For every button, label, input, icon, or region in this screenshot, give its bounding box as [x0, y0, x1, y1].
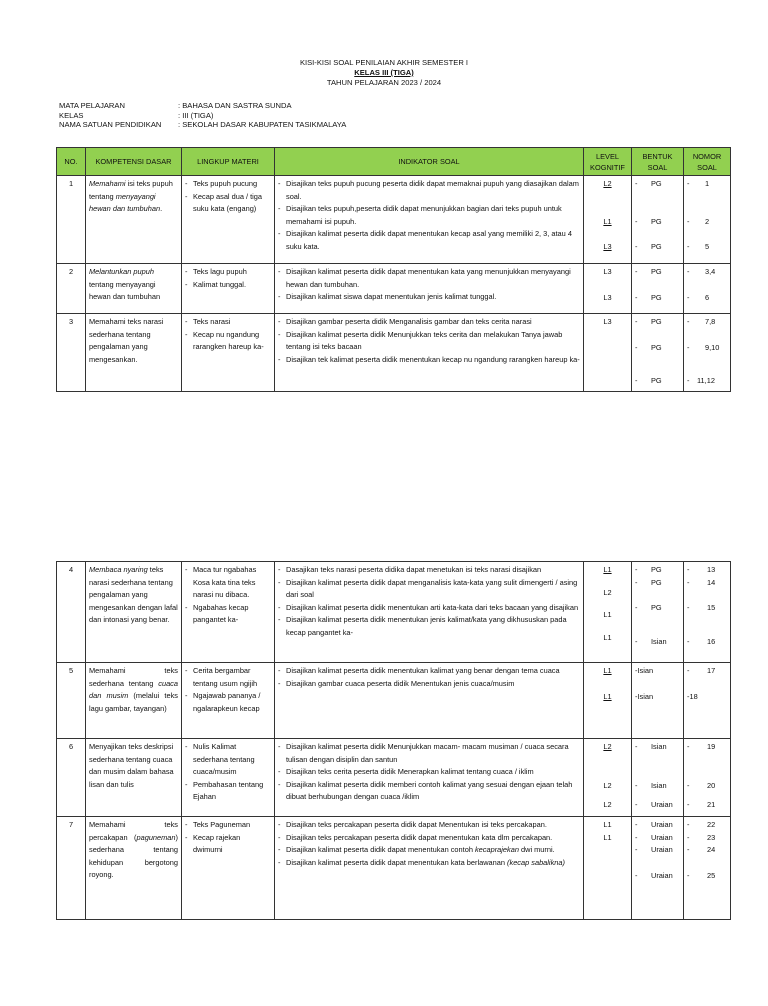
nomor-soal: - 3,4 - 6	[684, 264, 731, 314]
bentuk-line-2: SOAL	[647, 162, 668, 172]
nomor-value: 1	[705, 179, 710, 188]
list-item: - Ngabahas kecap pangantet ka-	[185, 602, 271, 627]
meta-value: : III (TIGA)	[178, 110, 214, 120]
nomor-value: 6	[705, 292, 710, 302]
bentuk-value: PG	[651, 179, 662, 188]
bentuk-soal: - PG - PG - PG	[632, 314, 684, 392]
lingkup-materi	[182, 176, 275, 264]
row-number: 6	[57, 739, 86, 817]
nomor-value: 22	[707, 820, 716, 829]
row-number: 2	[57, 264, 86, 314]
indikator-soal	[275, 817, 584, 920]
level-value: L1	[603, 691, 612, 701]
bentuk-value: -Isian	[635, 691, 654, 701]
list-item: - Disajikan kalimat peserta didik dapat menentukan kecap asal yang memiliki 2, 3, atau 4 suku kata.	[278, 228, 580, 253]
level-value: L3	[603, 267, 612, 276]
lingkup-materi	[182, 314, 275, 392]
list-item: - Kalimat tunggal.	[185, 279, 271, 292]
list-item: - Disajikan kalimat peserta didik Menunjukkan macam- macam musiman / cuaca secara tulisan dengan disiplin dan santun	[278, 741, 580, 766]
list-item: - Teks lagu pupuh	[185, 266, 271, 279]
table-header-row	[57, 148, 731, 176]
list-item: - Disajikan kalimat peserta didik menentukan jenis kalimat/kata yang dikhususkan pada kecap pangantet ka-	[278, 614, 580, 639]
level-value: L1	[603, 832, 612, 842]
nomor-value: 19	[707, 742, 716, 751]
lingkup-materi	[182, 562, 275, 663]
bentuk-value: Isian	[651, 780, 667, 790]
kd-text: teks narasi sederhana tentang pengalaman yang mengesankan dengan lafal dan intonasi yang benar.	[89, 565, 178, 625]
row-number: 5	[57, 663, 86, 739]
nomor-soal: - 19 - 20 - 21	[684, 739, 731, 817]
list-item: - Nulis Kalimat sederhana tentang cuaca/musim	[185, 741, 271, 779]
col-header-bentuk	[632, 148, 684, 176]
indikator-soal	[275, 663, 584, 739]
kompetensi-dasar	[86, 176, 182, 264]
level-value: L3	[603, 317, 612, 326]
bentuk-value: PG	[651, 292, 662, 302]
nomor-value: -18	[687, 691, 698, 701]
kd-text: .	[160, 204, 163, 214]
bentuk-value: Uraian	[651, 800, 673, 810]
level-value: L2	[603, 780, 612, 790]
nomor-value: 21	[707, 800, 716, 810]
list-item: - Teks pupuh pucung	[185, 178, 271, 191]
nomor-value: 16	[707, 636, 716, 646]
title-line-3: TAHUN PELAJARAN 2023 / 2024	[326, 78, 442, 87]
meta-row-school	[59, 120, 346, 130]
list-item: - Kecap asal dua / tiga suku kata (engang)	[185, 191, 271, 216]
ind-text: Disajikan kalimat peserta didik dapat menentukan contoh	[286, 845, 475, 855]
list-item: - Kecap rajekan dwimurni	[185, 832, 271, 857]
kd-text: Memahami teks sederhana tentang	[89, 666, 178, 688]
ind-italic: kecaprajekan	[474, 845, 519, 855]
list-item	[278, 844, 580, 857]
bentuk-value: Uraian	[651, 870, 673, 880]
title-line-1: KISI-KISI SOAL PENILAIAN AKHIR SEMESTER I	[299, 58, 469, 67]
document-meta	[59, 101, 346, 130]
bentuk-value: PG	[651, 603, 662, 613]
bentuk-value: PG	[651, 216, 662, 226]
list-item: - Disajikan kalimat peserta didik dapat menentukan kata yang menunjukkan menyayangi hewan dan tumbuhan.	[278, 266, 580, 291]
level-kognitif	[584, 562, 632, 663]
ind-text: dwi murni.	[518, 845, 555, 855]
list-item: - Disajikan kalimat peserta didik dapat menganalisis kata-kata yang sulit dimengerti / asing dari soal	[278, 577, 580, 602]
level-value: L1	[603, 632, 612, 642]
level-value: L2	[603, 800, 612, 810]
row-number: 7	[57, 817, 86, 920]
nomor-value: 23	[707, 832, 716, 842]
indikator-soal	[275, 562, 584, 663]
level-value: L2	[603, 179, 612, 188]
row-number: 3	[57, 314, 86, 392]
nomor-soal: - 7,8 - 9,10 - 11,12	[684, 314, 731, 392]
kd-italic: Melantunkan pupuh	[89, 267, 154, 276]
indikator-soal	[275, 739, 584, 817]
kompetensi-dasar	[86, 663, 182, 739]
meta-value: : BAHASA DAN SASTRA SUNDA	[178, 101, 292, 110]
level-line-1: LEVEL	[595, 151, 619, 161]
nomor-value: 2	[705, 216, 710, 226]
level-value: L1	[603, 666, 612, 675]
table-row	[57, 562, 731, 663]
meta-row-class	[59, 111, 346, 121]
list-item: - Disajikan teks pupuh,peserta didik dapat menunjukkan bagian dari teks pupuh untuk memahami isi pupuh.	[278, 203, 580, 228]
nomor-soal: - 22 - 23 - 24 - 25	[684, 817, 731, 920]
bentuk-value: Uraian	[651, 820, 673, 829]
level-kognitif	[584, 176, 632, 264]
level-value: L1	[603, 610, 612, 620]
level-kognitif	[584, 817, 632, 920]
bentuk-value: PG	[651, 317, 662, 326]
meta-value: : SEKOLAH DASAR KABUPATEN TASIKMALAYA	[178, 120, 347, 129]
lingkup-materi	[182, 739, 275, 817]
kompetensi-dasar	[86, 817, 182, 920]
kd-text: Memahami teks percakapan (	[89, 820, 178, 842]
kompetensi-dasar: Memahami teks narasi sederhana tentang pengalaman yang mengesankan.	[86, 314, 182, 392]
table-row	[57, 314, 731, 392]
bentuk-soal: - Uraian - Uraian - Uraian - Uraian	[632, 817, 684, 920]
level-kognitif	[584, 739, 632, 817]
kd-italic: cuaca dan musim	[89, 678, 178, 701]
meta-row-subject	[59, 101, 346, 111]
list-item: - Disajikan teks percakapan peserta didik dapat menentukan kata dlm percakapan.	[278, 832, 580, 845]
document-title	[0, 58, 768, 88]
nomor-soal: - 17 -18	[684, 663, 731, 739]
level-kognitif	[584, 663, 632, 739]
row-number: 4	[57, 562, 86, 663]
kd-italic: Membaca nyaring	[89, 565, 148, 574]
level-line-2: KOGNITIF	[590, 162, 625, 172]
bentuk-value: Isian	[651, 742, 667, 751]
ind-italic: (kecap sabalikna)	[507, 857, 565, 867]
list-item: - Disajikan tek kalimat peserta didik menentukan kecap nu ngandung rarangken hareup ka-	[278, 354, 580, 367]
kd-text: isi teks pupuh tentang	[89, 179, 173, 201]
bentuk-value: PG	[651, 342, 662, 352]
list-item: - Disajikan gambar cuaca peserta didik Menentukan jenis cuaca/musim	[278, 678, 580, 691]
list-item: - Disajikan kalimat peserta didik menentukan arti kata-kata dari teks bacaan yang disajikan	[278, 602, 580, 615]
list-item: - Disajikan teks cerita peserta didik Menerapkan kalimat tentang cuaca / iklim	[278, 766, 580, 779]
list-item: - Disajikan kalimat peserta didik Menunjukkan teks cerita dan melakukan Tanya jawab tentang isi teks bacaan	[278, 329, 580, 354]
level-value: L3	[603, 292, 612, 302]
level-value: L1	[603, 565, 612, 574]
list-item: - Disajikan teks pupuh pucung peserta didik dapat memaknai pupuh yang diasajikan dalam soal.	[278, 178, 580, 203]
kisi-kisi-table-2	[56, 561, 731, 920]
kompetensi-dasar	[86, 264, 182, 314]
nomor-value: 14	[707, 577, 716, 587]
col-header-lingkup: LINGKUP MATERI	[182, 148, 275, 176]
bentuk-soal	[632, 663, 684, 739]
list-item	[278, 857, 580, 870]
indikator-soal	[275, 264, 584, 314]
kd-text: tentang menyayangi hewan dan tumbuhan	[89, 279, 161, 302]
bentuk-soal: - Isian - Isian - Uraian	[632, 739, 684, 817]
level-value: L1	[603, 216, 612, 226]
bentuk-value: PG	[651, 267, 662, 276]
nomor-line-2: SOAL	[697, 162, 717, 172]
nomor-soal: - 13 - 14 - 15 - 16	[684, 562, 731, 663]
kd-text: (melalui teks lagu gambar, tayangan)	[89, 691, 178, 713]
table-row	[57, 176, 731, 264]
nomor-line-1: NOMOR	[692, 151, 722, 161]
list-item: - Disajikan kalimat peserta didik menentukan kalimat yang benar dengan tema cuaca	[278, 665, 580, 678]
table-row	[57, 264, 731, 314]
ind-text: Disajikan kalimat peserta didik dapat menentukan kata berlawanan	[286, 857, 508, 867]
list-item: - Cerita bergambar tentang usum ngijih	[185, 665, 271, 690]
level-value: L2	[603, 587, 612, 597]
list-item: - Disajikan teks percakapan peserta didik dapat Menentukan isi teks percakapan.	[278, 819, 580, 832]
col-header-nomor	[684, 148, 731, 176]
col-header-no: NO.	[57, 148, 86, 176]
bentuk-soal: - PG - PG - PG - Isian	[632, 562, 684, 663]
nomor-value: 25	[707, 870, 716, 880]
list-item: - Disajikan kalimat siswa dapat menentukan jenis kalimat tunggal.	[278, 291, 580, 304]
indikator-soal	[275, 176, 584, 264]
col-header-indikator: INDIKATOR SOAL	[275, 148, 584, 176]
bentuk-value: PG	[651, 376, 662, 386]
nomor-value: 17	[707, 666, 716, 675]
bentuk-soal: - PG - PG - PG	[632, 176, 684, 264]
list-item: - Disajikan gambar peserta didik Menganalisis gambar dan teks cerita narasi	[278, 316, 580, 329]
nomor-value: 20	[707, 780, 716, 790]
table-row	[57, 817, 731, 920]
level-value: L1	[603, 820, 612, 829]
list-item: - Ngajawab pananya / ngalarapkeun kecap	[185, 690, 271, 715]
nomor-value: 7,8	[705, 317, 716, 326]
kd-italic: Memahami	[89, 179, 126, 188]
nomor-value: 11,12	[697, 376, 715, 386]
bentuk-value: PG	[651, 242, 662, 252]
kompetensi-dasar	[86, 562, 182, 663]
bentuk-soal: - PG - PG	[632, 264, 684, 314]
table-row	[57, 739, 731, 817]
lingkup-materi	[182, 663, 275, 739]
bentuk-value: Uraian	[651, 845, 673, 855]
bentuk-value: PG	[651, 577, 662, 587]
bentuk-line-1: BENTUK	[642, 151, 673, 161]
bentuk-value: Uraian	[651, 832, 673, 842]
level-value: L2	[603, 742, 612, 751]
title-line-2: KELAS III (TIGA)	[354, 68, 414, 77]
nomor-value: 24	[707, 845, 716, 855]
table-row	[57, 663, 731, 739]
indikator-soal	[275, 314, 584, 392]
bentuk-value: -Isian	[635, 666, 654, 675]
nomor-value: 9,10	[705, 342, 720, 352]
meta-key: KELAS	[59, 110, 84, 120]
list-item: - Kecap nu ngandung rarangken hareup ka-	[185, 329, 271, 354]
level-kognitif	[584, 264, 632, 314]
meta-key: NAMA SATUAN PENDIDIKAN	[59, 120, 162, 129]
list-item: - Teks Paguneman	[185, 819, 271, 832]
kd-text: ) sederhana tentang kehidupan bergotong royong.	[89, 832, 178, 880]
list-item: - Dasajikan teks narasi peserta didika dapat menetukan isi teks narasi disajikan	[278, 564, 580, 577]
col-header-level	[584, 148, 632, 176]
nomor-value: 15	[707, 603, 716, 613]
kompetensi-dasar: Menyajikan teks deskripsi sederhana tentang cuaca dan musim dalam bahasa lisan dan tulis	[86, 739, 182, 817]
list-item: - Maca tur ngabahas Kosa kata tina teks narasi nu dibaca.	[185, 564, 271, 602]
level-kognitif	[584, 314, 632, 392]
nomor-value: 3,4	[705, 267, 716, 276]
list-item: - Pembahasan tentang Ejahan	[185, 779, 271, 804]
kd-italic: paguneman	[136, 832, 176, 842]
nomor-soal: - 1 - 2 - 5	[684, 176, 731, 264]
bentuk-value: Isian	[651, 636, 667, 646]
row-number: 1	[57, 176, 86, 264]
col-header-kompetensi: KOMPETENSI DASAR	[86, 148, 182, 176]
lingkup-materi	[182, 817, 275, 920]
list-item: - Teks narasi	[185, 316, 271, 329]
nomor-value: 5	[705, 242, 710, 252]
kd-italic: menyayangi hewan dan tumbuhan	[89, 191, 161, 214]
kisi-kisi-table-1	[56, 147, 731, 392]
level-value: L3	[603, 242, 612, 252]
bentuk-value: PG	[651, 565, 662, 574]
list-item: - Disajikan kalimat peserta didik memberi contoh kalimat yang sesuai dengan ejaan telah dibuat berhubungan dengan cuaca /iklim	[278, 779, 580, 804]
lingkup-materi	[182, 264, 275, 314]
nomor-value: 13	[707, 565, 716, 574]
meta-key: MATA PELAJARAN	[59, 101, 125, 110]
